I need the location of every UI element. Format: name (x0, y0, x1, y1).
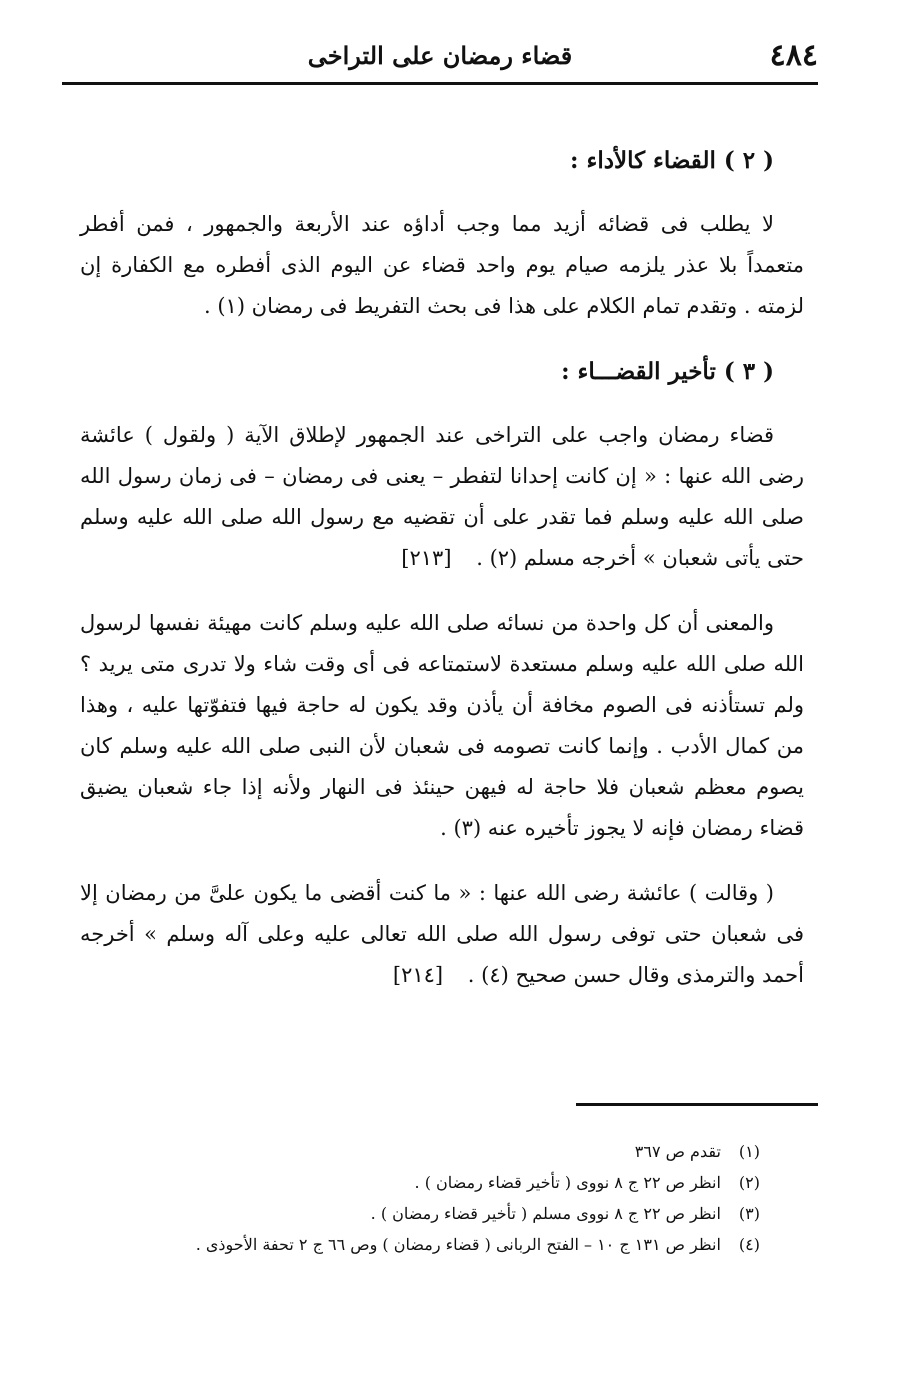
page-header (62, 36, 818, 76)
main-text (80, 140, 804, 1020)
paragraph-text: ( وقالت ) عائشة رضى الله عنها : « ما كنت أقضى ما يكون علىَّ من رمضان إلا فى شعبان حتى توفى رسول الله صلى الله تعالى عليه وعلى آله وسلم » أخرجه أحمد والترمذى وقال حسن صحيح (٤) . (80, 881, 804, 987)
footnote-number: (٢) (738, 1173, 760, 1192)
footnote-1 (70, 1136, 760, 1167)
header-rule (62, 82, 818, 85)
paragraph-explanation: والمعنى أن كل واحدة من نسائه صلى الله عليه وسلم كانت مهيئة نفسها لرسول الله صلى الله عليه وسلم مستعدة لاستمتاعه فى أى وقت شاء ولا تدرى متى يريد ؟ ولم تستأذنه فى الصوم مخافة أن يأذن وقد يكون له حاجة فيها فتفوّتها عليه ، وهذا من كمال الأدب . وإنما كانت تصومه فى شعبان لأن النبى صلى الله عليه وسلم كان يصوم معظم شعبان فلا حاجة له فيهن حينئذ فى النهار ولأنه إذا جاء شعبان يضيق قضاء رمضان فإنه لا يجوز تأخيره عنه (٣) . (80, 611, 804, 840)
footnote-text: انظر ص ٢٢ ج ٨ نووى ( تأخير قضاء رمضان ) . (414, 1173, 721, 1192)
paragraph-text: قضاء رمضان واجب على التراخى عند الجمهور لإطلاق الآية ( ولقول ) عائشة رضى الله عنها : « إن كانت إحدانا لتفطر – يعنى فى رمضان – فى زمان رسول الله صلى الله عليه وسلم فما تقدر على أن تقضيه مع رسول الله صلى الله عليه وسلم حتى يأتى شعبان » أخرجه مسلم (٢) . (80, 423, 804, 570)
footnote-text: انظر ص ١٣١ ج ١٠ – الفتح الربانى ( قضاء رمضان ) وص ٦٦ ج ٢ تحفة الأحوذى . (195, 1235, 721, 1254)
footnote-4 (70, 1229, 760, 1260)
footnote-text: تقدم ص ٣٦٧ (634, 1142, 721, 1161)
section-heading-2: ( ٢ ) القضاء كالأداء : (570, 147, 774, 174)
paragraph-hadith-213 (80, 415, 804, 579)
footnote-number: (٣) (738, 1204, 760, 1223)
paragraph-qada-like-ada: لا يطلب فى قضائه أزيد مما وجب أداؤه عند الأربعة والجمهور ، فمن أفطر متعمداً بلا عذر يلزمه صيام يوم واحد قضاء عن اليوم الذى أفطره مع الكفارة إن لزمته . وتقدم تمام الكلام على هذا فى بحث التفريط فى رمضان (١) . (80, 212, 805, 318)
footnotes (70, 1136, 760, 1260)
hadith-number-214: [٢١٤] (392, 963, 444, 987)
footnote-number: (٤) (738, 1235, 760, 1254)
footnote-text: انظر ص ٢٢ ج ٨ نووى مسلم ( تأخير قضاء رمضان ) . (370, 1204, 721, 1223)
footnote-2 (70, 1167, 760, 1198)
hadith-number-213: [٢١٣] (401, 546, 452, 570)
running-title: قضاء رمضان على التراخى (307, 41, 573, 70)
page-number: ٤٨٤ (769, 38, 818, 73)
section-heading-3: ( ٣ ) تأخير القضـــاء : (561, 358, 774, 385)
footnote-number: (١) (738, 1142, 760, 1161)
footnote-3 (70, 1198, 760, 1229)
paragraph-hadith-214 (80, 873, 804, 996)
footnote-rule (576, 1103, 818, 1106)
